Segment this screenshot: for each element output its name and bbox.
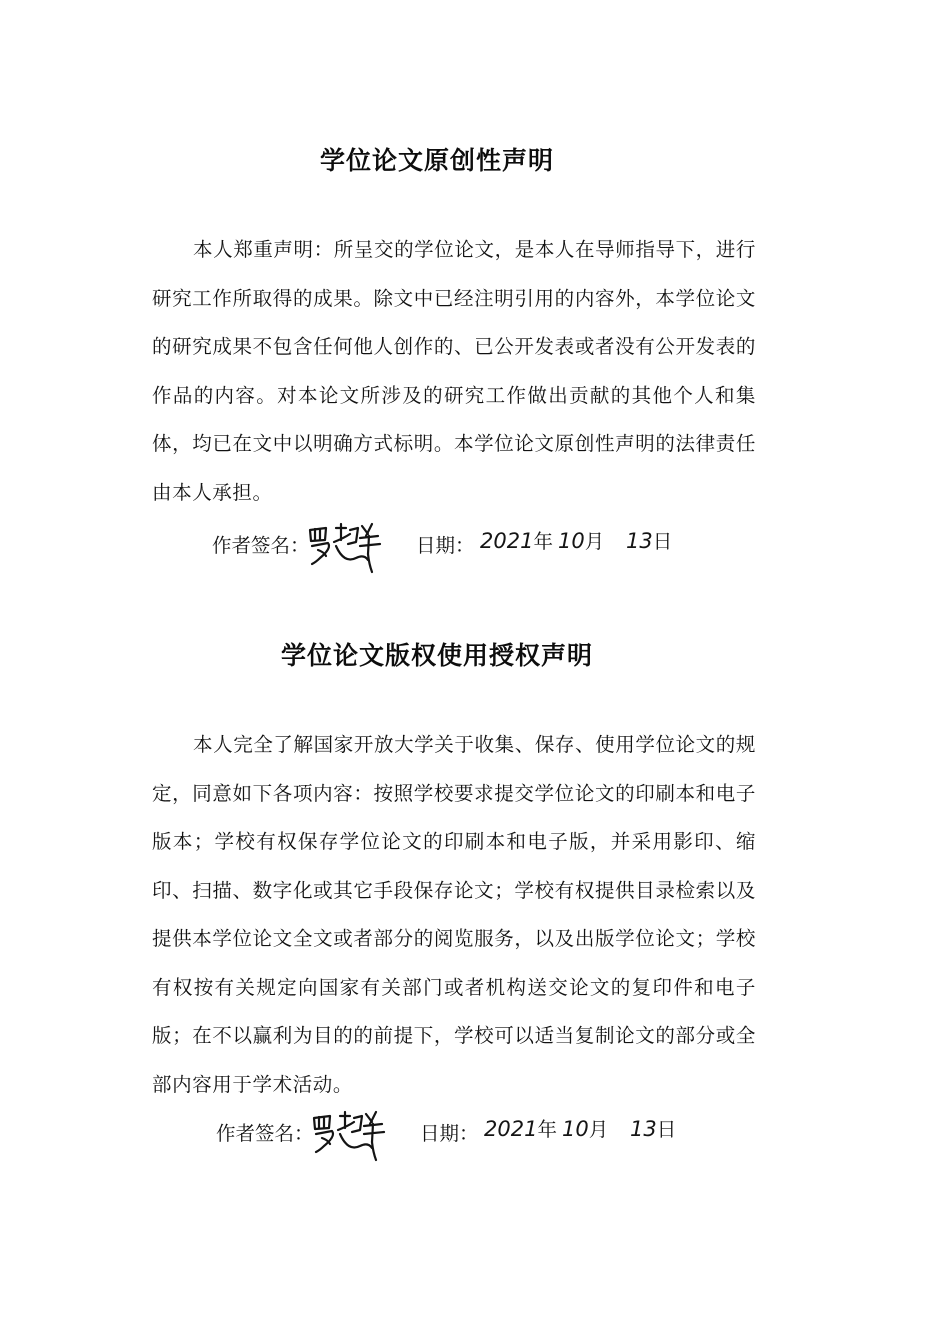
year-value: 2021 <box>484 1117 538 1141</box>
month-value: 10 <box>562 1117 589 1141</box>
month-value: 10 <box>558 529 585 553</box>
month-unit: 月 <box>588 1118 609 1141</box>
date-label: 日期： <box>420 1122 479 1145</box>
date-day <box>626 526 672 554</box>
month-unit: 月 <box>584 530 605 553</box>
day-value: 13 <box>626 529 653 553</box>
date-month <box>562 1114 608 1142</box>
date-year <box>484 1114 557 1142</box>
date-day <box>630 1114 676 1142</box>
handwritten-signature <box>306 520 390 576</box>
day-unit: 日 <box>652 530 673 553</box>
day-unit: 日 <box>656 1118 677 1141</box>
year-value: 2021 <box>480 529 534 553</box>
declaration-title: 学位论文原创性声明 <box>319 146 554 175</box>
day-value: 13 <box>630 1117 657 1141</box>
authorization-paragraph: 本人完全了解国家开放大学关于收集、保存、使用学位论文的规定，同意如下各项内容：按照学校要求提交学位论文的印刷本和电子版本；学校有权保存学位论文的印刷本和电子版，并采用影印、缩印、扫描、数字化或其它手段保存论文；学校有权提供目录检索以及提供本学位论文全文或者部分的阅览服务，以及出版学位论文；学校有权按有关规定向国家有关部门或者机构送交论文的复印件和电子版；在不以赢利为目的的前提下，学校可以适当复制论文的部分或全部内容用于学术活动。 <box>152 733 756 1096</box>
date-year <box>480 526 553 554</box>
declaration-paragraph: 本人郑重声明：所呈交的学位论文，是本人在导师指导下，进行研究工作所取得的成果。除文中已经注明引用的内容外，本学位论文的研究成果不包含任何他人创作的、已公开发表或者没有公开发表的作品的内容。对本论文所涉及的研究工作做出贡献的其他个人和集体，均已在文中以明确方式标明。本学位论文原创性声明的法律责任由本人承担。 <box>152 238 756 504</box>
year-unit: 年 <box>533 530 553 553</box>
authorization-title: 学位论文版权使用授权声明 <box>280 641 593 670</box>
signature-label: 作者签名： <box>212 534 310 557</box>
handwritten-signature <box>310 1108 394 1164</box>
signature-label: 作者签名： <box>216 1122 314 1145</box>
date-label: 日期： <box>416 534 475 557</box>
year-unit: 年 <box>537 1118 557 1141</box>
date-month <box>558 526 604 554</box>
